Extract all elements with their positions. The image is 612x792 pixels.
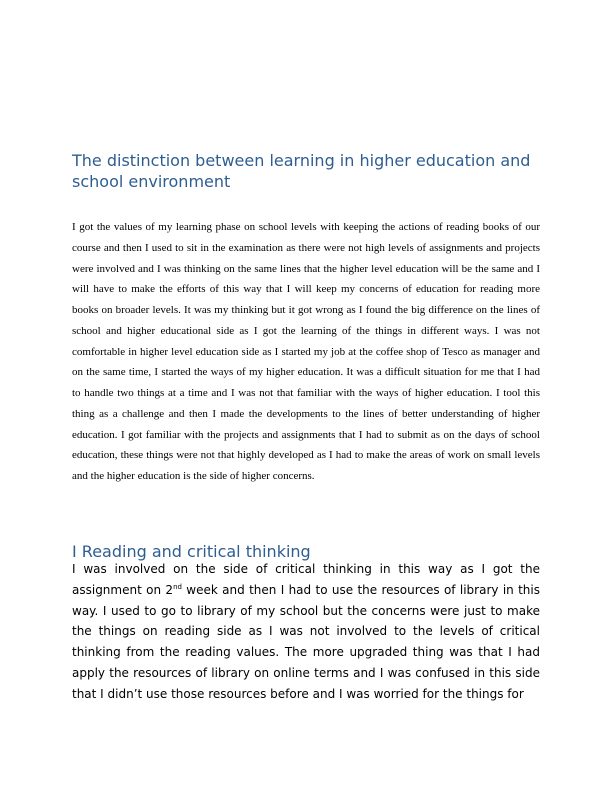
body-text-before-superscript: I was involved on the side of critical thinking in this way as I got the assignment on 2 [72, 562, 540, 597]
section-body-distinction: I got the values of my learning phase on school levels with keeping the actions of reading books of our course and then I used to sit in the examination as there were not high levels of assignments and projects were involved and I was thinking on the same lines that the higher level education will be the same and I will have to make the efforts of this way that I will keep my concerns of education for reading more books on broader levels. It was my thinking but it got wrong as I found the big difference on the lines of school and higher educational side as I got the learning of the things in different ways. I was not comfortable in higher level education side as I started my job at the coffee shop of Tesco as manager and on the same time, I started the ways of my higher education. It was a difficult situation for me that I had to handle two things at a time and I was not that familiar with the ways of higher education. I tool this thing as a challenge and then I made the developments to the lines of better understanding of higher education. I got familiar with the projects and assignments that I had to submit as on the days of school education, these things were not that highly developed as I had to make the areas of work on small levels and the higher education is the side of higher concerns. [72, 221, 540, 482]
body-text-after-superscript: week and then I had to use the resources of library in this way. I used to go to library of my school but the concerns were just to make the things on reading side as I was not involved to the levels of critical thinking from the reading values. The more upgraded thing was that I had apply the resources of library on online terms and I was confused in this side that I didn’t use those resources before and I was worried for the things for [72, 582, 540, 701]
ordinal-superscript: nd [173, 582, 182, 591]
section-body-reading-critical-thinking [72, 559, 540, 705]
section-heading-reading-critical-thinking: I Reading and critical thinking [72, 542, 311, 561]
section-heading-distinction: The distinction between learning in higher education and school environment [72, 151, 531, 191]
